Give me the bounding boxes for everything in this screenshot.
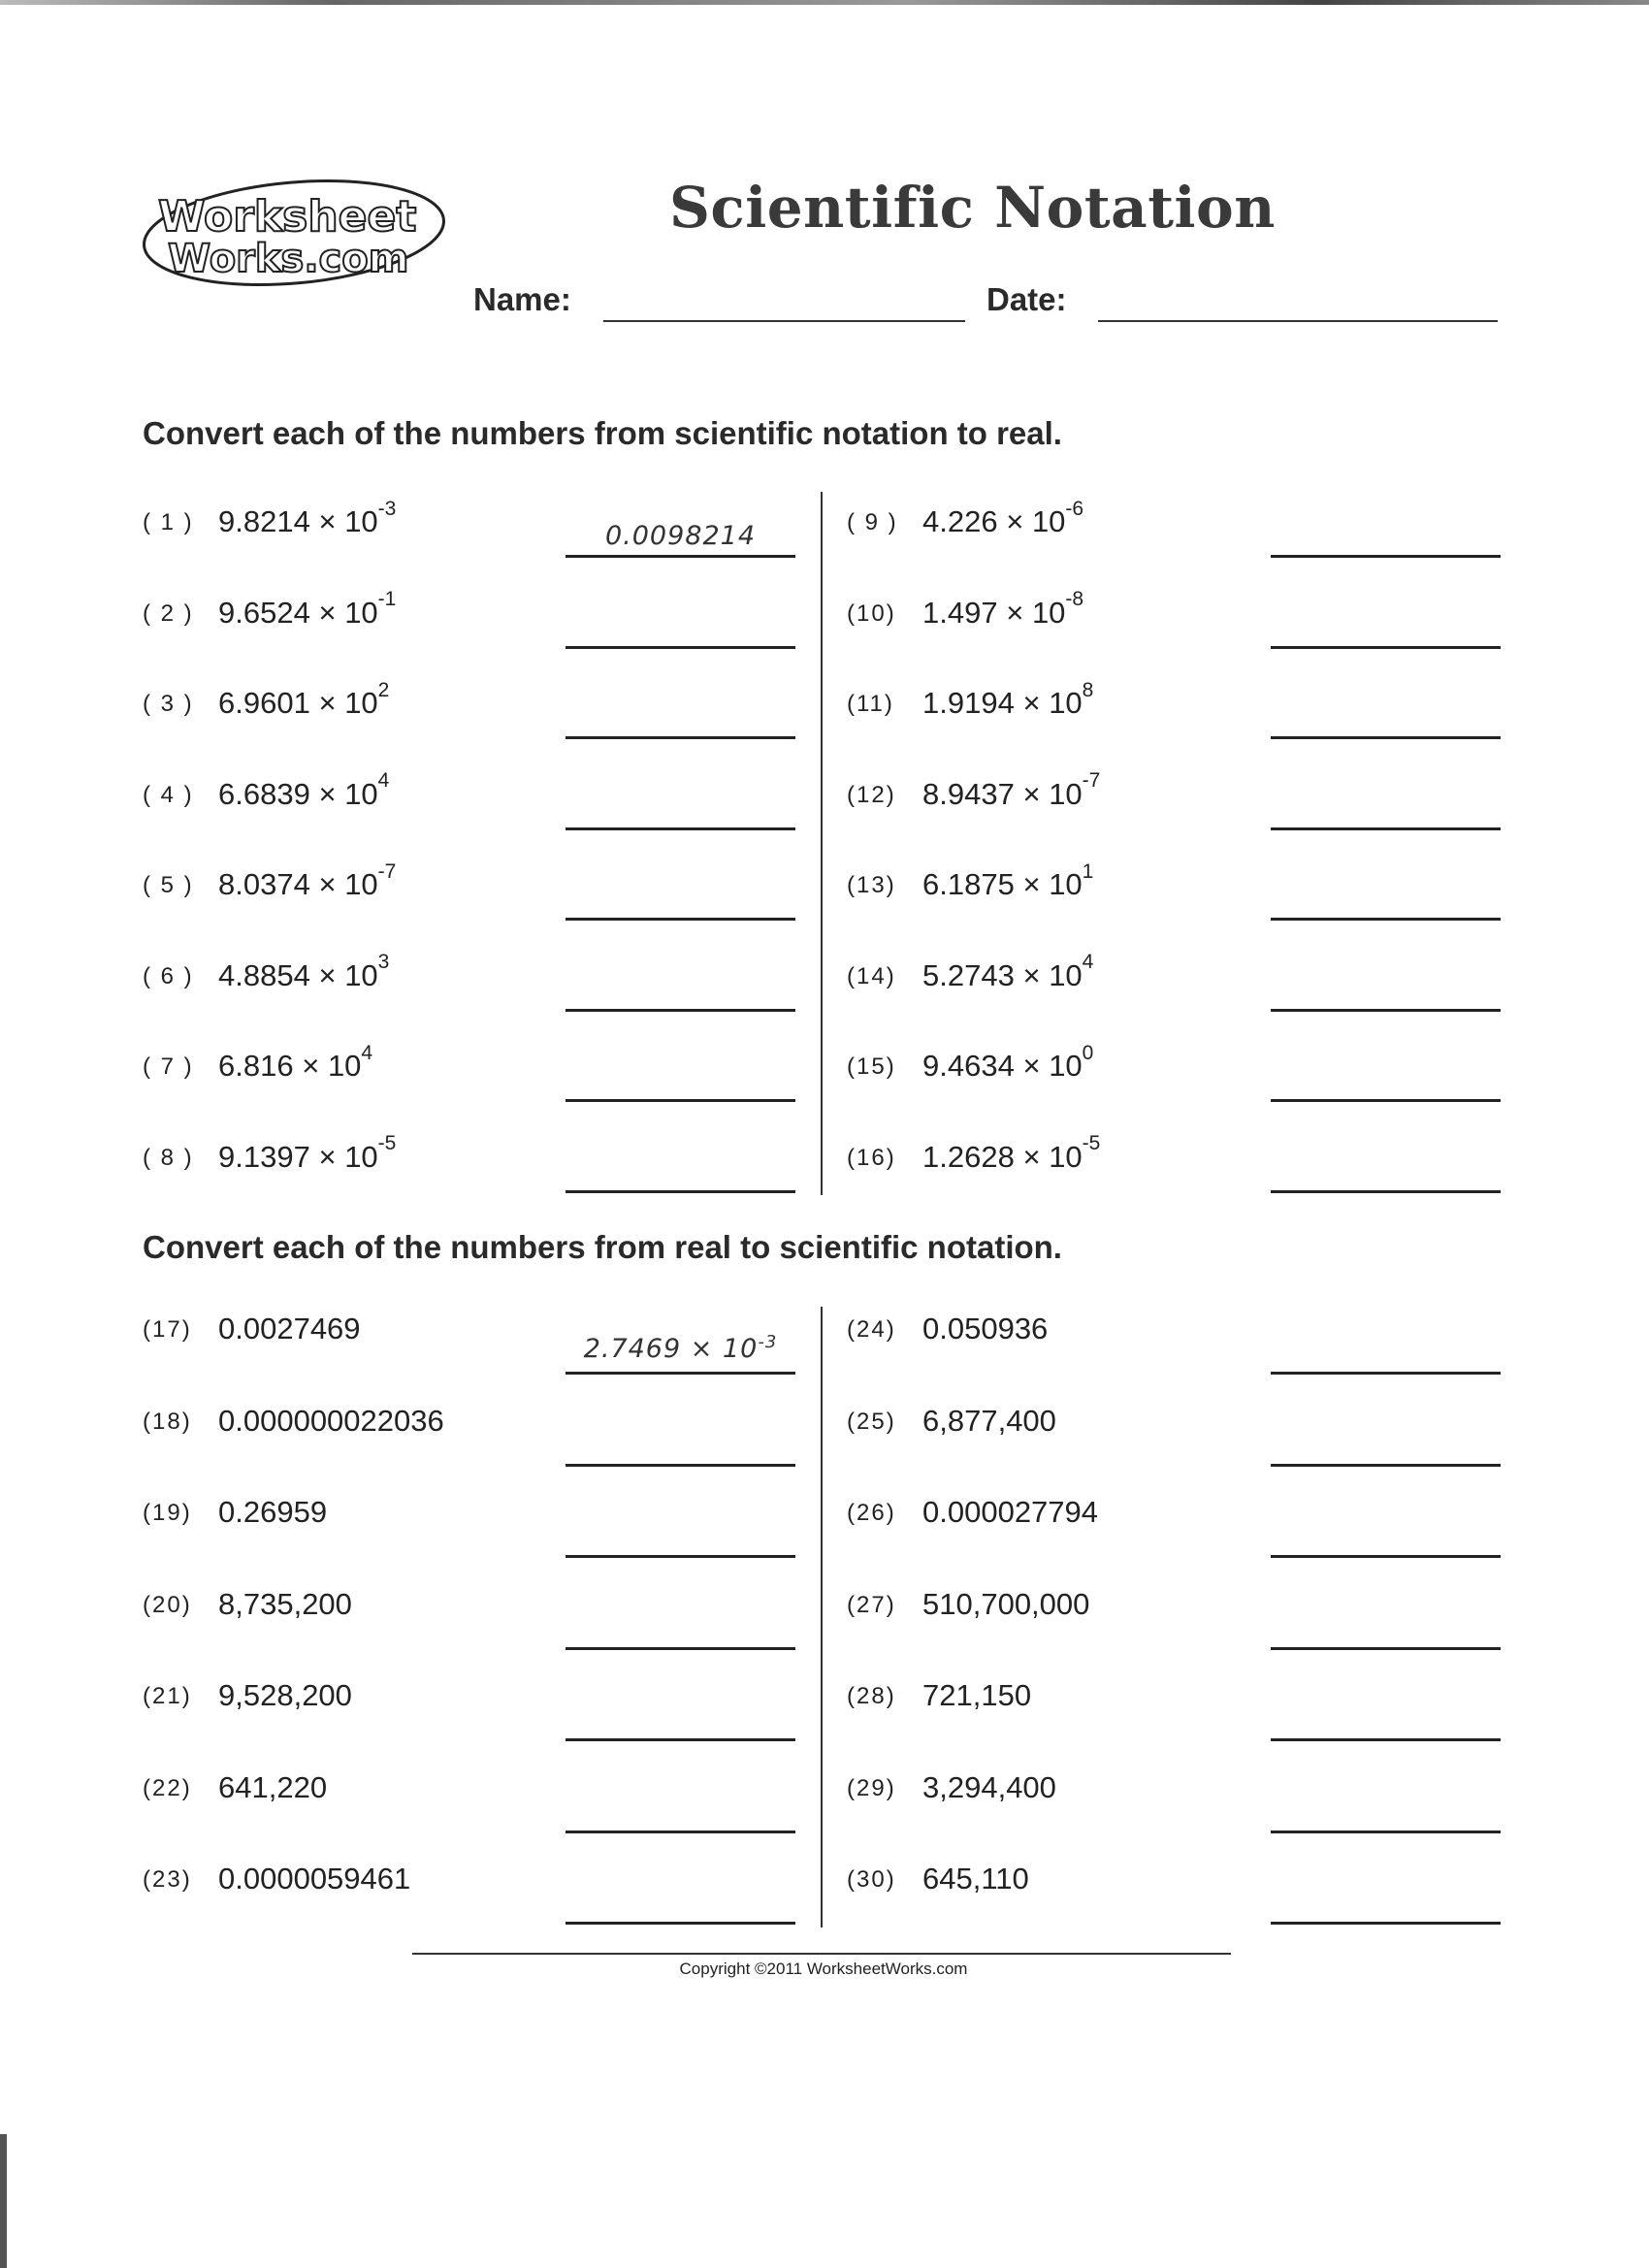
problem-expression: $4.8854 \times 10^3$ bbox=[218, 951, 390, 992]
section1-heading: Convert each of the numbers from scientific notation to real. bbox=[143, 415, 1062, 451]
problem-item bbox=[847, 769, 1526, 840]
answer-field[interactable] bbox=[1271, 1647, 1501, 1650]
answer-field[interactable] bbox=[1271, 1831, 1501, 1833]
answer-field[interactable] bbox=[566, 918, 795, 921]
problem-item bbox=[143, 951, 822, 1021]
problem-number: (12) bbox=[847, 781, 896, 808]
problem-number: (16) bbox=[847, 1144, 896, 1171]
problem-number: (21) bbox=[143, 1683, 192, 1709]
answer-field[interactable] bbox=[566, 1190, 795, 1193]
problem-number: ( 4 ) bbox=[143, 781, 194, 808]
problem-number: (24) bbox=[847, 1316, 896, 1343]
problem-item bbox=[143, 1678, 822, 1741]
problem-value: 8,735,200 bbox=[218, 1586, 352, 1621]
logo-oval-icon bbox=[139, 175, 449, 291]
answer-field[interactable] bbox=[1271, 1009, 1501, 1012]
name-field[interactable] bbox=[603, 320, 965, 322]
problem-value: 641,220 bbox=[218, 1769, 328, 1804]
problem-number: (18) bbox=[143, 1408, 192, 1435]
problem-item bbox=[847, 1041, 1526, 1112]
problem-number: (26) bbox=[847, 1500, 896, 1526]
problem-expression: $1.497 \times 10^{-8}$ bbox=[922, 588, 1084, 630]
problem-number: (25) bbox=[847, 1408, 896, 1435]
logo-line1: Worksheet bbox=[158, 192, 417, 242]
page-title: Scientific Notation bbox=[669, 175, 1276, 241]
problem-expression: $6.816 \times 10^4$ bbox=[218, 1041, 373, 1083]
problem-item bbox=[847, 1403, 1526, 1467]
answer-field[interactable] bbox=[566, 1831, 795, 1833]
problem-item bbox=[847, 859, 1526, 930]
problem-expression: $9.4634 \times 10^0$ bbox=[922, 1041, 1094, 1083]
answer-field[interactable] bbox=[566, 1464, 795, 1467]
worksheetworks-logo bbox=[139, 175, 449, 291]
problem-value: 3,294,400 bbox=[922, 1769, 1056, 1804]
answer-field[interactable] bbox=[1271, 1372, 1501, 1375]
problem-expression: $6.9601 \times 10^2$ bbox=[218, 678, 390, 720]
problem-value: 0.000000022036 bbox=[218, 1403, 444, 1438]
problem-number: ( 1 ) bbox=[143, 509, 194, 535]
problem-number: (15) bbox=[847, 1053, 896, 1080]
problem-expression: $8.0374 \times 10^{-7}$ bbox=[218, 859, 397, 901]
problem-expression: $1.2628 \times 10^{-5}$ bbox=[922, 1132, 1101, 1174]
problem-item bbox=[847, 1678, 1526, 1741]
problem-item bbox=[847, 1586, 1526, 1650]
problem-item bbox=[143, 1403, 822, 1467]
answer-field[interactable] bbox=[1271, 1464, 1501, 1467]
problem-value: 0.0000059461 bbox=[218, 1862, 411, 1895]
problem-item bbox=[143, 769, 822, 840]
problem-value: 510,700,000 bbox=[922, 1586, 1090, 1621]
answer-field[interactable] bbox=[1271, 1555, 1501, 1558]
answer-field[interactable] bbox=[566, 827, 795, 830]
answer-field[interactable] bbox=[1271, 1922, 1501, 1925]
footer-divider bbox=[412, 1953, 1231, 1955]
problem-item bbox=[143, 588, 822, 659]
problem-number: ( 6 ) bbox=[143, 962, 194, 989]
date-field[interactable] bbox=[1098, 320, 1498, 322]
answer-field[interactable] bbox=[1271, 1190, 1501, 1193]
date-label: Date: bbox=[986, 281, 1067, 317]
answer-field[interactable] bbox=[566, 1009, 795, 1012]
problem-item bbox=[143, 1132, 822, 1203]
problem-number: (13) bbox=[847, 872, 896, 898]
problem-number: ( 2 ) bbox=[143, 599, 194, 627]
problem-item bbox=[847, 951, 1526, 1021]
problem-item bbox=[143, 1586, 822, 1650]
problem-expression: $8.9437 \times 10^{-7}$ bbox=[922, 769, 1101, 811]
problem-number: (20) bbox=[143, 1591, 192, 1618]
problem-expression: $9.8214 \times 10^{-3}$ bbox=[218, 497, 397, 538]
problem-item bbox=[143, 1495, 822, 1558]
problem-number: (27) bbox=[847, 1591, 896, 1618]
problem-number: ( 5 ) bbox=[143, 872, 194, 898]
problem-number: (19) bbox=[143, 1500, 192, 1526]
problem-value: 0.26959 bbox=[218, 1495, 328, 1529]
answer-field[interactable] bbox=[1271, 1099, 1501, 1102]
problem-number: ( 7 ) bbox=[143, 1053, 194, 1080]
problem-number: (23) bbox=[143, 1866, 192, 1893]
problem-item bbox=[143, 859, 822, 930]
problem-expression: $6.1875 \times 10^1$ bbox=[922, 859, 1094, 901]
problem-number: (28) bbox=[847, 1683, 896, 1709]
problem-number: ( 9 ) bbox=[847, 509, 898, 535]
answer-field[interactable] bbox=[566, 1922, 795, 1925]
problem-number: (11) bbox=[847, 691, 894, 717]
handwritten-answer: $2.7469 \times 10^{-3}$ bbox=[583, 1332, 778, 1364]
problem-item bbox=[847, 1862, 1526, 1925]
problem-number: (22) bbox=[143, 1774, 192, 1801]
problem-value: 6,877,400 bbox=[922, 1403, 1056, 1438]
scan-edge-left bbox=[0, 2134, 7, 2268]
name-label: Name: bbox=[473, 281, 571, 317]
answer-field[interactable] bbox=[566, 1099, 795, 1102]
section2-heading: Convert each of the numbers from real to scientific notation. bbox=[143, 1229, 1062, 1265]
answer-field[interactable] bbox=[566, 646, 795, 649]
problem-number: ( 3 ) bbox=[143, 691, 194, 717]
answer-field[interactable] bbox=[1271, 918, 1501, 921]
problem-item bbox=[143, 1769, 822, 1833]
answer-field[interactable] bbox=[1271, 1738, 1501, 1741]
problem-item bbox=[143, 1862, 822, 1925]
logo-line2: Works.com bbox=[168, 237, 409, 281]
copyright: Copyright ©2011 WorksheetWorks.com bbox=[679, 1960, 968, 1978]
problem-item bbox=[847, 678, 1526, 749]
problem-number: ( 8 ) bbox=[143, 1144, 194, 1171]
problem-item bbox=[143, 497, 822, 567]
problem-item bbox=[847, 1769, 1526, 1833]
answer-field[interactable] bbox=[1271, 555, 1501, 558]
problem-number: (17) bbox=[143, 1316, 192, 1343]
answer-field[interactable] bbox=[566, 1372, 795, 1375]
problem-value: 645,110 bbox=[922, 1862, 1029, 1895]
answer-field[interactable] bbox=[566, 1555, 795, 1558]
problem-number: (14) bbox=[847, 962, 896, 989]
problem-item bbox=[847, 1312, 1526, 1375]
problem-expression: $9.1397 \times 10^{-5}$ bbox=[218, 1132, 397, 1174]
problem-item bbox=[143, 678, 822, 749]
problem-item bbox=[847, 1495, 1526, 1558]
problem-value: 0.0027469 bbox=[218, 1312, 361, 1345]
problem-item bbox=[143, 1312, 822, 1375]
problem-expression: $9.6524 \times 10^{-1}$ bbox=[218, 588, 397, 630]
problem-expression: $1.9194 \times 10^8$ bbox=[922, 678, 1094, 720]
problem-item bbox=[143, 1041, 822, 1112]
handwritten-answer: 0.0098214 bbox=[604, 521, 756, 551]
problem-item bbox=[847, 1132, 1526, 1203]
problem-number: (30) bbox=[847, 1866, 896, 1893]
problem-value: 0.000027794 bbox=[922, 1495, 1099, 1529]
answer-field[interactable] bbox=[1271, 646, 1501, 649]
scan-edge-top bbox=[0, 0, 1649, 5]
problem-item bbox=[847, 588, 1526, 659]
problem-expression: $4.226 \times 10^{-6}$ bbox=[922, 497, 1084, 538]
answer-field[interactable] bbox=[566, 555, 795, 558]
problem-expression: $6.6839 \times 10^4$ bbox=[218, 769, 390, 811]
answer-field[interactable] bbox=[1271, 736, 1501, 739]
problem-number: (29) bbox=[847, 1774, 896, 1801]
problem-value: 0.050936 bbox=[922, 1312, 1049, 1345]
problem-expression: $5.2743 \times 10^4$ bbox=[922, 951, 1094, 992]
problem-value: 9,528,200 bbox=[218, 1678, 352, 1712]
problem-value: 721,150 bbox=[922, 1678, 1032, 1712]
problem-number: (10) bbox=[847, 599, 896, 627]
answer-field[interactable] bbox=[566, 1647, 795, 1650]
answer-field[interactable] bbox=[1271, 827, 1501, 830]
problem-item bbox=[847, 497, 1526, 567]
answer-field[interactable] bbox=[566, 736, 795, 739]
answer-field[interactable] bbox=[566, 1738, 795, 1741]
